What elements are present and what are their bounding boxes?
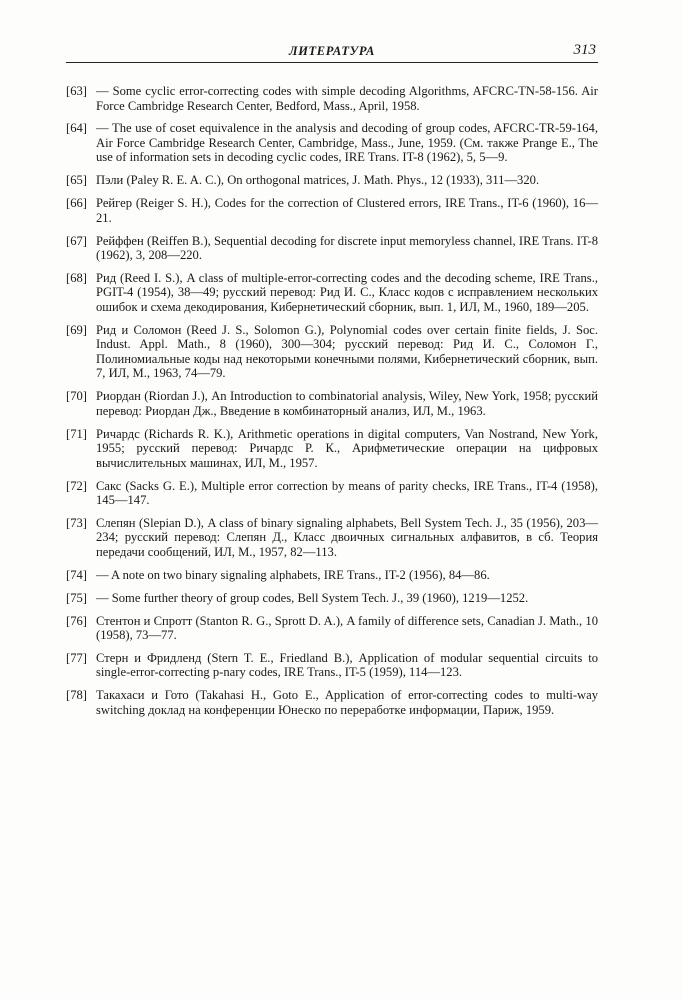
reference-number: [76] <box>66 613 87 628</box>
reference-entry <box>66 591 598 606</box>
reference-number: [66] <box>66 196 87 211</box>
reference-entry <box>66 651 598 680</box>
reference-list <box>66 84 598 726</box>
reference-number: [69] <box>66 322 87 337</box>
reference-text: — The use of coset equivalence in the analysis and decoding of group codes, AFCRC-TR-59-164, Air Force Cambridge Research Center, Cambridge, Mass., June, 1959. (См. также Prange E., The use of information sets in decoding cyclic codes, IRE Trans. IT-8 (1962), 5, 5—9. <box>96 121 598 165</box>
reference-number: [74] <box>66 567 87 582</box>
reference-number: [77] <box>66 650 87 665</box>
reference-entry <box>66 688 598 717</box>
reference-number: [67] <box>66 233 87 248</box>
reference-entry <box>66 121 598 165</box>
reference-text: Ричардс (Richards R. K.), Arithmetic operations in digital computers, Van Nostrand, New York, 1955; русский перевод: Ричардс Р. К., Арифметические операции на цифровых вычислительных машинах, ИЛ, М., 1957. <box>96 426 598 470</box>
reference-number: [78] <box>66 688 87 703</box>
reference-number: [65] <box>66 173 87 188</box>
reference-text: — Some further theory of group codes, Bell System Tech. J., 39 (1960), 1219—1252. <box>96 590 529 605</box>
header-title: ЛИТЕРАТУРА <box>289 44 375 58</box>
reference-text: Стерн и Фридленд (Stern T. E., Friedland B.), Application of modular sequential circuits to single-error-correcting p-nary codes, IRE Trans., IT-5 (1959), 114—123. <box>96 650 598 680</box>
reference-entry <box>66 479 598 508</box>
reference-text: Пэли (Paley R. E. A. C.), On orthogonal matrices, J. Math. Phys., 12 (1933), 311—320. <box>96 173 540 188</box>
reference-text: Сакс (Sacks G. E.), Multiple error correction by means of parity checks, IRE Trans., IT-4 (1958), 145—147. <box>96 478 598 508</box>
header-rule <box>66 62 598 63</box>
reference-number: [73] <box>66 515 87 530</box>
reference-number: [68] <box>66 270 87 285</box>
reference-entry <box>66 196 598 225</box>
reference-entry <box>66 84 598 113</box>
reference-number: [70] <box>66 389 87 404</box>
reference-number: [63] <box>66 84 87 98</box>
reference-entry <box>66 614 598 643</box>
reference-entry <box>66 234 598 263</box>
reference-entry <box>66 173 598 188</box>
reference-text: — A note on two binary signaling alphabets, IRE Trans., IT-2 (1956), 84—86. <box>96 567 490 582</box>
reference-entry <box>66 271 598 315</box>
reference-entry <box>66 516 598 560</box>
reference-text: Риордан (Riordan J.), An Introduction to combinatorial analysis, Wiley, New York, 1958; русский перевод: Риордан Дж., Введение в комбинаторный анализ, ИЛ, М., 1963. <box>96 389 598 418</box>
reference-entry <box>66 427 598 471</box>
reference-entry <box>66 323 598 381</box>
reference-number: [71] <box>66 426 87 441</box>
reference-number: [64] <box>66 121 87 136</box>
reference-text: — Some cyclic error-correcting codes with simple decoding Algorithms, AFCRC-TN-58-156. Air Force Cambridge Research Center, Bedford, Mass., April, 1958. <box>96 84 598 113</box>
reference-text: Слепян (Slepian D.), A class of binary signaling alphabets, Bell System Tech. J., 35 (1956), 203—234; русский перевод: Слепян Д., Класс двоичных сигнальных алфавитов, в сб. Теория передачи сообщений, ИЛ, М., 1957, 82—113. <box>96 515 598 559</box>
reference-text: Такахаси и Гото (Takahasi H., Goto E., Application of error-correcting codes to multi-way switching доклад на конференции Юнеско по переработке информации, Париж, 1959. <box>96 688 598 717</box>
reference-number: [75] <box>66 590 87 605</box>
reference-text: Рейффен (Reiffen B.), Sequential decoding for discrete input memoryless channel, IRE Trans. IT-8 (1962), 3, 208—220. <box>96 233 598 263</box>
reference-entry <box>66 389 598 418</box>
reference-text: Рид (Reed I. S.), A class of multiple-error-correcting codes and the decoding scheme, IRE Trans., PGIT-4 (1954), 38—49; русский перевод: Рид И. С., Класс кодов с исправлением нескольких ошибок и схема декодирования, Кибернетический сборник, вып. 1, ИЛ, М., 1960, 189—205. <box>96 270 598 314</box>
reference-number: [72] <box>66 478 87 493</box>
reference-text: Рейгер (Reiger S. H.), Codes for the correction of Clustered errors, IRE Trans., IT-6 (1960), 16—21. <box>96 196 598 225</box>
page-number: 313 <box>573 42 596 58</box>
reference-text: Стентон и Спротт (Stanton R. G., Sprott D. A.), A family of difference sets, Canadian J. Math., 10 (1958), 73—77. <box>96 613 598 643</box>
reference-text: Рид и Соломон (Reed J. S., Solomon G.), Polynomial codes over certain finite fields, J. Soc. Indust. Appl. Math., 8 (1960), 300—304; русский перевод: Рид И. С., Соломон Г., Полиномиальные коды над некоторыми конечными полями, Кибернетический сборник, вып. 7, ИЛ, М., 1963, 74—79. <box>96 322 598 381</box>
reference-entry <box>66 568 598 583</box>
